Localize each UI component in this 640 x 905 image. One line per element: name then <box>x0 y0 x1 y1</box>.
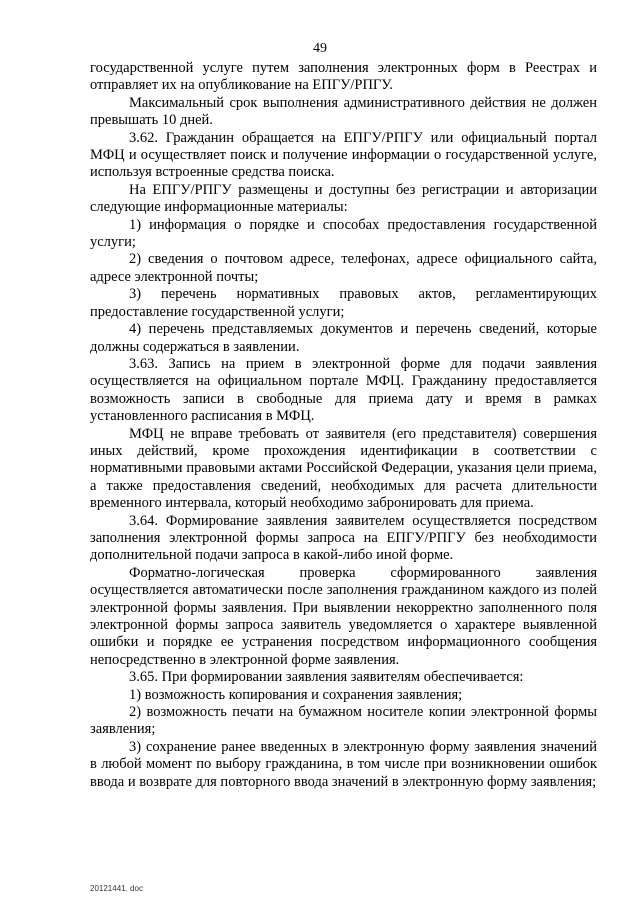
paragraph: На ЕПГУ/РПГУ размещены и доступны без регистрации и авторизации следующие информационные материалы: <box>90 181 597 216</box>
paragraph: МФЦ не вправе требовать от заявителя (его представителя) совершения иных действий, кроме прохождения идентификации в соответствии с нормативными правовыми актами Российской Федерации, указания цели приема, а также предоставления сведений, необходимых для расчета длительности временного интервала, который необходимо забронировать для приема. <box>90 425 597 512</box>
list-item: 2) сведения о почтовом адресе, телефонах, адресе официального сайта, адресе электронной почты; <box>90 251 597 285</box>
list-item: 3) перечень нормативных правовых актов, регламентирующих предоставление государственной услуги; <box>90 286 597 320</box>
paragraph: Форматно-логическая проверка сформированного заявления осуществляется автоматически после заполнения гражданином каждого из полей электронной формы заявления. При выявлении некорректно заполненного поля электронной формы запроса заявитель уведомляется о характере выявленной ошибки и порядке ее устранения посредством информационного сообщения непосредственно в электронной форме заявления. <box>90 564 597 668</box>
paragraph: 3.63. Запись на прием в электронной форме для подачи заявления осуществляется на официальном портале МФЦ. Гражданину предоставляется возможность записи в свободные для приема дату и время в рамках установленного расписания в МФЦ. <box>90 355 597 425</box>
list-item: 3) сохранение ранее введенных в электронную форму заявления значений в любой момент по выбору гражданина, в том числе при возникновении ошибок ввода и возврате для повторного ввода значений в электронную форму заявления; <box>90 738 597 790</box>
list-item: 2) возможность печати на бумажном носителе копии электронной формы заявления; <box>90 704 597 738</box>
list-item: 4) перечень представляемых документов и перечень сведений, которые должны содержаться в заявлении. <box>90 321 597 355</box>
list-item: 1) информация о порядке и способах предоставления государственной услуги; <box>90 216 597 251</box>
paragraph: Максимальный срок выполнения административного действия не должен превышать 10 дней. <box>90 94 597 129</box>
paragraph: 3.62. Гражданин обращается на ЕПГУ/РПГУ или официальный портал МФЦ и осуществляет поиск и получение информации о государственной услуге, используя встроенные средства поиска. <box>90 129 597 181</box>
document-body <box>90 60 597 791</box>
page-number: 49 <box>313 41 327 56</box>
paragraph: государственной услуге путем заполнения электронных форм в Реестрах и отправляет их на опубликование на ЕПГУ/РПГУ. <box>90 60 597 94</box>
footer-filename: 20121441. doc <box>90 884 143 893</box>
paragraph: 3.65. При формировании заявления заявителям обеспечивается: <box>129 669 524 686</box>
list-item: 1) возможность копирования и сохранения заявления; <box>129 686 463 703</box>
paragraph: 3.64. Формирование заявления заявителем осуществляется посредством заполнения электронной формы запроса на ЕПГУ/РПГУ без необходимости дополнительной подачи запроса в какой-либо иной форме. <box>90 512 597 564</box>
